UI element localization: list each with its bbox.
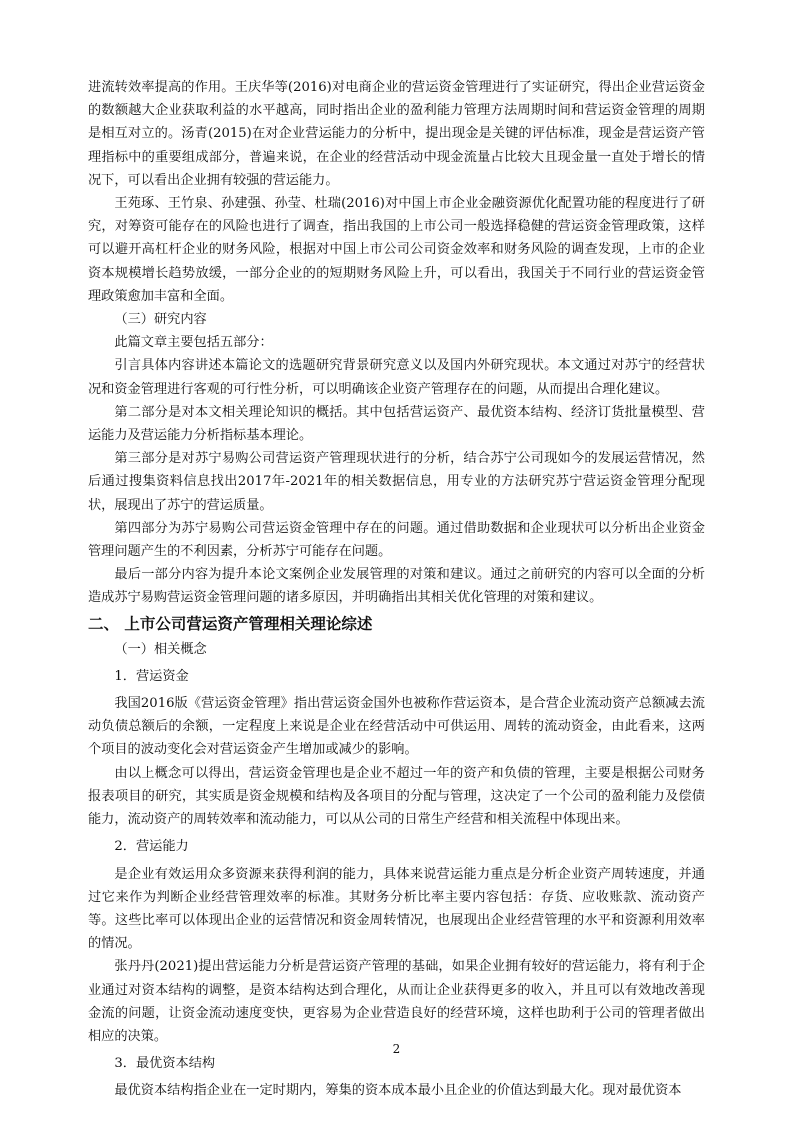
paragraph: 此篇文章主要包括五部分： [114,335,273,351]
subsection-heading: （三）研究内容 [114,312,207,328]
paragraph: 进流转效率提高的作用。王庆华等(2016)对电商企业的营运资金管理进行了实证研究，得出企业营运资金的数额越大企业获取利益的水平越高，同时指出企业的盈利能力管理方法周期时间和营运资金管理的周期是相互对立的。汤青(2015)在对企业营运能力的分析中，提出现金是关键的评估标准，现金是营运资产管理指标中的重要组成部分，普遍来说，在企业的经营活动中现金流量占比较大且现金量一直处于增长的情况下，可以看出企业拥有较强的营运能力。 [88,80,705,188]
paragraph: 第三部分是对苏宁易购公司营运资产管理现状进行的分析，结合苏宁公司现如今的发展运营情况，然后通过搜集资料信息找出2017年-2021年的相关数据信息，用专业的方法研究苏宁营运资金管理分配现状，展现出了苏宁的营运质量。 [88,451,705,513]
paragraph: 由以上概念可以得出，营运资金管理也是企业不超过一年的资产和负债的管理，主要是根据公司财务报表项目的研究，其实质是资金规模和结构及各项目的分配与管理，这决定了一个公司的盈利能力及偿债能力，流动资产的周转效率和流动能力，可以从公司的日常生产经营和相关流程中体现出来。 [88,765,705,828]
item-heading: 2．营运能力 [114,839,189,855]
paragraph: 最后一部分内容为提升本论文案例企业发展管理的对策和建议。通过之前研究的内容可以全面的分析造成苏宁易购营运资金管理问题的诸多原因，并明确指出其相关优化管理的对策和建议。 [88,567,705,606]
paragraph: 引言具体内容讲述本篇论文的选题研究背景研究意义以及国内外研究现状。本文通过对苏宁的经营状况和资金管理进行客观的可行性分析，可以明确该企业资产管理存在的问题，从而提出合理化建议。 [88,358,705,397]
section-heading: 二、 上市公司营运资产管理相关理论综述 [88,614,373,633]
paragraph: 我国2016版《营运资金管理》指出营运资金国外也被称作营运资本，是合营企业流动资产总额减去流动负债总额后的余额，一定程度上来说是企业在经营活动中可供运用、周转的流动资金，由此看来，这两个项目的波动变化会对营运资金产生增加或减少的影响。 [88,696,705,758]
paragraph: 张丹丹(2021)提出营运能力分析是营运资产管理的基础，如果企业拥有较好的营运能力，将有利于企业通过对资本结构的调整，是资本结构达到合理化，从而让企业获得更多的收入，并且可以有效地改善现金流的问题，让资金流动速度变快，更容易为企业营造良好的经营环境，这样也助利于公司的管理者做出相应的决策。 [88,959,705,1044]
paragraph: 第四部分为苏宁易购公司营运资金管理中存在的问题。通过借助数据和企业现状可以分析出企业资金管理问题产生的不利因素，分析苏宁可能存在问题。 [88,520,705,560]
paragraph: 王苑琢、王竹泉、孙建强、孙莹、杜瑞(2016)对中国上市企业金融资源优化配置功能的程度进行了研究，对筹资可能存在的风险也进行了调查，指出我国的上市公司一般选择稳健的营运资金管理政策，这样可以避开高杠杆企业的财务风险，根据对中国上市公司公司资金效率和财务风险的调查发现，上市的企业资本规模增长趋势放缓，一部分企业的的短期财务风险上升，可以看出，我国关于不同行业的营运资金管理政策愈加丰富和全面。 [88,196,705,304]
paragraph: 是企业有效运用众多资源来获得利润的能力，具体来说营运能力重点是分析企业资产周转速度，并通过它来作为判断企业经营管理效率的标准。其财务分析比率主要内容包括：存货、应收账款、流动资产等。这些比率可以体现出企业的运营情况和资金周转情况，也展现出企业经营管理的水平和资源利用效率的情况。 [88,866,705,952]
page-number: 2 [392,1042,401,1056]
subsection-heading: （一）相关概念 [114,641,207,657]
paragraph: 最优资本结构指企业在一定时期内，筹集的资本成本最小且企业的价值达到最大化。现对最优资本 [114,1083,682,1099]
item-heading: 1．营运资金 [114,668,189,684]
paragraph: 第二部分是对本文相关理论知识的概括。其中包括营运资产、最优资本结构、经济订货批量模型、营运能力及营运能力分析指标基本理论。 [88,404,705,444]
page-content [88,76,705,1103]
item-heading: 3．最优资本结构 [114,1056,216,1072]
